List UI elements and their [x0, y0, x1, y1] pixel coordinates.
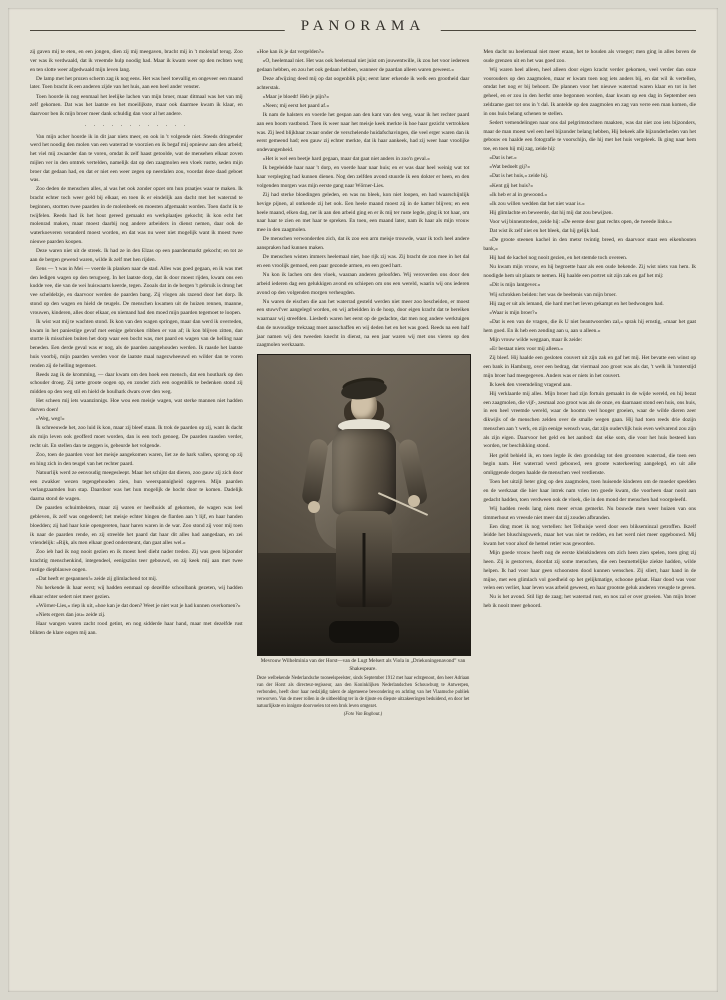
article-columns [30, 48, 696, 978]
paragraph: De menschen verwonderden zich, dat ik zoo een arm meisje trouwde, waar ik toch heel andere aanspraken had kunnen maken. [256, 236, 470, 252]
paragraph: Ik schreeuwde het, zoo luid ik kon, maar zij bleef staan. Ik trok de paarden op zij, want ik dacht als mijn leven ook geofferd moet worden, dan is een toch genoeg. De paarden raasden verder, recht uit. En stellen dan te zeggen is, gebeurde het volgende. [30, 425, 243, 449]
paragraph: »O, heelemaal niet. Het was ook heelemaal niet juist om jouwentwille, ik zou het voor iedereen gedaan hebben, en zou het ook gedaan hebben, wanneer de paardan alleen waren geweest.« [256, 58, 470, 73]
paragraph: Van mijn acher hoorde ik in dit jaar niets meer, en ook in 't volgende niet. Steeds dringender werd het noodig den molen van een waterrad te voorzien en ik begaf mij opnieuw aan den arbeid; het viel mij zwaarder dan te voren, omdat ik zelf haast getoolde, wat de mensehen elkaar zoven mijlen ver in den omtrek vertelden, namelijk dat op den zaagmolen een vloek rustte, seden mijn broer dat gedaan had, en dat er niet een weer zegen op neerdalen zou, voordat deze daad geboet was. [30, 133, 243, 184]
paragraph: Ik keek den vreemdeling vragend aan. [489, 381, 572, 388]
masthead [30, 18, 696, 44]
paragraph: zij gaven mij te eten, en een jongen, dien zij mij meegaven, bracht mij in 't molenlaf terug. Zoo ver was ik verdwaald, dat ik vreemde hulp noodig had. Maar ik kwam weer op den rechten weg en ten slotte weer afgedwaald mijn leven lang. [30, 49, 243, 73]
column-1 [30, 48, 243, 978]
paragraph: Sedert vemendelingen naar ons dal pelgrimstochten maakten, was dat niet zoo iets bijzonders, maar de man moest wel een heel bijzonder belang hebben, Hij bekeek alle bijzonderheden van het gebouw en haalde een fotografie te voorschijn, die hij met het huis vergeleek. Ik ging naar hem toe, en toen hij mij zag, zeide hij: [483, 119, 697, 153]
paragraph: De lamp met het prozen scherm zag ik nog eens. Het was heel toevallig en ongeveer een maand later. Toen bracht ik een anderen zijde van het huis, aan een heel ander venster. [30, 75, 243, 91]
paper-sheet [8, 8, 718, 992]
paragraph: Ik wist wat mij te wachten stond. Ik kon van den wagen springen, maar dan werd ik overreden, kwam in het paniestige gevaf met eenige gebroken ribben er van af; ik kon blijven zitten, dan stortte ik misschien buiten het dorp waar een bocht was, met paard en wagen van de helling naar beneden. Een derde geval was er nog, als de paarden aangehouden werden. Ik raasde het laatste huis voorbij, mijn paarden werden voor de laatste maal nagezwheeuwd en wilder dan te voren renden zij de helling tegemoet. [30, 318, 243, 369]
paragraph: »Ik zou willen wedden dat het niet waar is.« [489, 200, 585, 207]
paragraph: Haar wangen waren zacht rood getint, en nog sidderde haar hand, maar met dezelfde rust blikten de klare oogen mij aan. [30, 621, 243, 637]
paragraph: »Ik heb er al in gewoond.« [489, 191, 548, 198]
paragraph: Zij bleef. Hij haalde een gesloten couvert uit zijn zak en gaf het mij. Het bevatte een winst op een bank in Hamburg, over een bedrag, dat viermaal zoo groot was als dat, 't welk ik 'tonterstijd mijn broer had meegegeven. Anders was er niets in het couvert. [483, 355, 697, 379]
paragraph: Deze waren niet uit de streek. Ik had ze in den Elzas op een paardenmarkt gekocht; en tot ze aan de bergen gewend waren, wilde ik zelf met hen rijden. [30, 248, 243, 263]
section-divider: . . . . . . . . . . . . [84, 121, 189, 128]
figure-left-hand [308, 501, 320, 513]
paragraph: »Maar je bloedt! Heb je pijn?« [262, 93, 329, 100]
paragraph: Het scheen mij iets waanzinnigs. Hoe wou een meisje wagen, wat sterke mannen niet hadden durven doen! [30, 398, 243, 414]
paragraph: Deze afwijzing deed mij op dat oogenblik pijn; eerst later erkende ik welk een grootheid daar achterstak. [256, 76, 470, 91]
caption-credit: (Foto Van Boghout.) [343, 712, 383, 718]
paragraph: »Dat is een van de vragen, die ik U niet beantwoorden zal,« sprak hij ernstig, »maar het gaat hem goed. En ik heb een zending aan u, aan u alleen.« [483, 318, 697, 334]
paragraph: Voor wij binnentreden, zeide hij: »De eerste deur gaat rechts open, de tweede links.« [489, 219, 672, 226]
paragraph: Reeds zag ik de kromming, — daar kwam om den hoek een mensch, dat een houthark op den schouder droeg. Zij zette groote oogen op, en zonder zich een oogenblik te bedenken stond zij midden op den weg stil en hield de houlhark dwars over den weg. [30, 371, 243, 396]
column-1-text [30, 48, 243, 638]
paragraph: Wij schrokken beiden: het was de beeltenis van mijn broer. [489, 291, 617, 298]
paragraph: Zoo deden de menschen alles, al was het ook zonder opzet om hun praatjes waar te maken. Ik bracht echter toch weer geld bij elkaar, en toen ik er eindelijk aan dacht met het waterrad te beginnen, stortten twee paarden in de molenbeek en moesten afgemaakt worden. Toen dacht ik te twijfelen. Reeds had ik het hout gereed gemaakt en werkplaatjes gekocht; ik kon echt het molenrad maken, maar moest daarbij nog andere arbeiders in dienst nemen, daar ook de waterkoeveren veranderd moest worden, en dat was nu weer niet mogelijk want ik moest twee nieuwe paarden koopen. [30, 186, 243, 245]
actress-figure [304, 383, 424, 643]
paragraph: Toen het uitzijl beter ging op den zaagmolen, toen huisende kinderen om de moeder speelden en de werkzaat die hier haar intrek nam vrien ten goede kwam, die voorheen daar nooit aan gedacht hadden, toen verdween ook de vloek, die in den mond der menschen had voorgeleefd. [483, 479, 697, 503]
paragraph: Een ding moet ik nog vertellen: het Telhuisje werd door een blikseminzal getroffen. Ikzelf leidde het bluschingswerk, maar het was niet te redden, en het werd niet meer opgebouwd. Mij kwam het voor alsof de hemel retier was geworden. [483, 523, 697, 548]
paragraph: »Kent gij het huis?« [489, 182, 533, 189]
paragraph: Hij verklaarde mij alles. Mijn broer had zijn fortuin gemaakt in de wijde wereld, en hij bezat een zaagmolen, die vijf-, zesmaal zoo groot was als de onze, en daarnaast stond een huis, ons huis, in een heel vreemde wereld, waar de hoomn veel hooger groeien, waar de wilde dieren zeer dikwijls of de menschen zelden over de smalle wegen gaan. Hij had toen reeds drie dozijn menschen aan 't werk, en zijn eenige wensch was, dat zijn oudervlijk huis even welvarend zou zijn als zijn eigen. Daarvoor het geld en het aanbod: dat elke som, die voor het huis besteed kon worden, ter beschikking stond. [483, 390, 697, 450]
paragraph: »Wat bedoelt gij?« [489, 164, 530, 171]
paragraph: Zoo ieb had ik nog nooit gezien en ik moest heel dieht nader treden. Zij was geen bijzonder krachtig menschenkind, integendeel, eenigszins teer gebouwd, en zij keek mij aan met twee rustige diepblauwe oogen. [30, 549, 243, 573]
figure-boots [329, 621, 399, 643]
paragraph: Nu waren de eischen die aan het waterrad gesteld werden niet meer zoo bescheiden, er moest een stuwvl'ver aangelegd worden, en wij arbeidden in de hoop, door eigen kracht dat te bereiken waarnaar wij streefden. Liesbeth waren het eerst op de gedachte, dat men nog andere werktuigen dan de nuvoudige trekzaag moet aanschaffen en wij deden het en het was goed. Reeds na een half jaar namen wij den tweeden knecht in dienst, na een jaar waren wij met ons vieren op den zaagmolen werkzaam. [256, 298, 470, 349]
paragraph: »Dat is het huis,« zeide hij. [489, 173, 549, 180]
paragraph: »Dat is het.« [489, 155, 517, 162]
paragraph: Hij zag er uit als iemand, die hard met het leven gekampt en het bedwongen had. [489, 300, 664, 307]
paragraph: De menschen wisten immers heelemaal niet, hoe rijk zij was. Zij bracht de zon mee in het dal en een vroolijk gemoed, een paar gezonde armen, en een goed hart. [256, 254, 470, 269]
caption-body: Deze welbekende Nederlandsche tooneelspeelster, sinds September 1912 met haar echtgenoot, den heer Adriaan van der Horst als directeur-regisseur, aan den Koninklijken Nederlandschen Schouwburg te Antwerpen, verbonden, heeft door haar nedzijdig talent de algemeene bewondering en achting van het Vlaamsche publiek verworven. Van de meer rollen in de uitbeelding ter in de tijnste en diepste uitzakeeringen beduidend, en door het natuurlijkste en innigste doorvoelen tot een brok leven omgezet. [256, 676, 470, 710]
paragraph: Wij waren heel alleen, heel alleen door eigen kracht verder gekomen, veel verder dan onze voorouders op den zaagmolen, maar er kwam toen nog iets anders bij, en dat wil ik vertellen, omdat het nog er bij behoort. De plannen voor het nieuwe waterrad waren klaar en tot in het geheel, en er zou in den herfst ome begonnen worden, daar kwam op een dag in September een zeldzame gast tot ons in 't dal. Ik antelde op den zaagmolen en zag van verre een man komen, die in ons huis belang schenen te stellen. [483, 66, 697, 117]
paragraph: Zij had sterke bloedingen geleden, en was nu bleek, kon niet loopen, en had waarschijnlijk hevige pijnen, al ontkende zij het ook. Een heele maand moest zij in de kamer blijven; en een heele maand, elken dag, ner ik aan den arbeid ging en er ik mij ter ruste legde, ging ik tot haar, om naar haar te zien en met haar te spreken. En toen, een maand later, nam ik haar als mijn vrouw mee in den zaagmolen. [256, 192, 470, 234]
column-3-text [483, 48, 696, 611]
paragraph: Ik begeleidde haar naar 't dorp, en voerde haar naar huis; en er was daar heel weinig wat tot haar verpleging had kunnen dienen. Nog den zelfden avond stuurde ik een dokter er heen, en den volgenden morgen was mijn eerste gang naar Wörner-Lies. [256, 165, 470, 189]
paragraph: Ik nam de halsters en voerde het gespan aan den kant van den weg, waar ik het rechter paard aan een boom vastbond. Toen ik weer naar het meisje keek merkte ik hoe haar gezicht vertrokken was. Zij leed blijkbaar zwaar onder de verschelende huidafschavingen, die veel erger waren dan ik eerst gemeend had; een gauw zij echter merkte, dat ik haar aankeek, had zij weer haar vroolijke ondevangenheid. [256, 112, 470, 154]
figure-torso [332, 429, 396, 515]
column-3 [483, 48, 696, 978]
paragraph: »Dit is mijn lantgever.« [489, 282, 541, 289]
paragraph: »Niets ergers dan jou« zeide zij. [36, 612, 106, 619]
column-2 [257, 48, 470, 978]
paragraph: De paarden schuimbekten, maar zij waren er heelhuids af gekomen, de wagen was leel gebleven, ik zelf was ongedeerd; het meisje echter hingen de flarden aan 't lijf, en haar handen bloedden; zij had haar knie opengereten, haar haren waren in de war. Zoo stond zij voor mij toen ik naar de paarden rende, en zij streelde het paard dat haar dit alles had aangedaan, en zei vriendelijk: »Rijk, als men elkaar goed ondersteunt, dan gaat alles wel.« [30, 505, 243, 547]
caption-title: Mevrouw Wilhelminia van der Horst—van de Lugt Melsert als Viola in „Driekoningenavond” van Shakespeare. [260, 658, 466, 672]
paragraph: Nu is het avond. Stil ligt de zaag; het waterrad rust, en nos zal er over groeien. Van mijn broer heb ik nooit meer gehoord. [483, 594, 697, 610]
paragraph: Hij glimlachte en beweerde, dat hij mij dat zou bewijzen. [489, 210, 613, 217]
column-2-text [257, 48, 470, 719]
magazine-title: PANORAMA [285, 18, 441, 35]
paragraph: Nu herkende ik haar eerst; wij hadden eenmaal op dezelfde schoolbank gezeten, wij hadden elkaar echter sedert niet meer gezien. [30, 585, 243, 600]
paragraph: Mijn goede vrouw heeft nog de eerste kleinkinderen om zich heen zien spelen, toen ging zij heen. Zij is gestorven, doordat zij some menschen, die een besmettelijke ziekte hadden, wilde helpen. Ik had voor haar geen schoonsten dood kunnen wenschen. Zij sliert, haar hand in de mijne, met een glimlach vol goedheid op het gelijkmatige, schoone gelaat. Haar dood was voor velen een verliet, haar leven was arbeid geweest, en haar grootste geluk anderen vreugde te geven. [483, 550, 697, 592]
paragraph: Nu kon ik lachen om den vloek, waaraan anderen geloofden. Wij veroverden ons door den arbeid iederen dag een gelukkigen avond en schiepen om ons een wereld, waarin wij ons iederen avond op den volgenden morgen verheugden. [256, 272, 470, 296]
paragraph: »Het is wel een beetje hard gegaan, maar dat gaat niet anders in zoo'n geval.« [262, 156, 430, 163]
paragraph: »Wörner-Lies,« riep ik uit, »hoe kan je dat doen? Weet je niet wat je had kunnen overkomen?« [36, 603, 241, 610]
paragraph: Dat wist ik zelf niet en het bleek, dat hij gelijk had. [489, 228, 600, 235]
paragraph: Het geld behield ik, en toen legde ik den grondslag tot den grootsten waterrad, die toen een begin nam. Het waterrad werd gebouwd, een groote waterkeering aangelegd, en uit alle omliggende dorpen haalde de menschen veel verdienste. [483, 452, 697, 477]
paragraph: »Er bestaat niets voor mij alleen.« [489, 345, 563, 352]
paragraph: »Weg, weg!« [36, 416, 65, 423]
paragraph: »Neen; mij eerst het paard af.« [262, 103, 330, 110]
paragraph: Toen hoorde ik nog eenmaal het leelijke lachen van mijn broer, maar ditmaal was het van mij zelf gekomen. Dat was het laatste en het moeilijkste, maar ook daarmee kwam ik klaar, en daarvoor ben ik mijn broer meer dank schuldig dan voor al het andere. [30, 93, 243, 118]
paragraph: »Waar is mijn broer?« [489, 309, 538, 316]
figure-leg-split [363, 533, 366, 607]
paragraph: Eens — 't was in Mei — voerde ik planken naar de stad. Alles was goed gegaan, en ik was met den ledigen wagen op den terugweg. In het laatste dorp, dat ik door moest rijden, kwam ons een kudde vee, die van de wei huiswaarts keerde, tegen. Zooals dat in de bergen 't gebruik is drong het vee scheldelzje, en daarvoor werden de paarden bang. Zij vlogen als razend door het dorp. Ik stond op den wagen en hield de teugels. De menschen kwamen uit de huizen rennen, maanne, vrouwen, kinderen, alles door elkaar, en niemand had den moed mijn paarden tegemoet te loopen. [30, 265, 243, 316]
paragraph: »Dat heeft er gespannen!« zeide zij glimlachend tot mij. [36, 576, 158, 583]
paragraph: Mijn vrouw wilde weggaan, maar ik zeide: [489, 336, 583, 343]
paragraph: »Hoe kan ik je dat vergelden?« [256, 49, 324, 55]
portrait-photo [257, 354, 472, 656]
paragraph: Zoo, toen de paarden voor het meisje aangekomen waren, liet ze de hark vallen, sprong op zij en hing zich in den teugel van het rechter paard. [30, 452, 243, 467]
paragraph: Natuurlijk werd ze eenvoudig meegesleept. Maar het schijnt dat dieren, zoo gauw zij zich door een zwakker wezen tegengehouden zien, hun weerspannigheid opgeven. Mijn paarden verlangzaamden hun stap. Daardoor was het hun mogelijk de hocht door te komen. Dadelijk daarna stond de wagen. [30, 469, 243, 503]
paragraph: Wij hadden reeds lang niets meer ervan gemerkt. Nu bouwde men weer huizen van ons timmerhout en vreesde niet meer dat zij zouden afbranden. [483, 505, 697, 521]
figure-portrait [257, 354, 470, 719]
paragraph: Hij had de kachel nog nooit gezien, en het stemde toch overeen. [489, 255, 628, 262]
paragraph: Nu kwam mijn vrouw, en hij begroette haar als een oude bekende. Zij wist niets van hem. Ik noodigde hem uit plaats te nemen. Hij haalde een portret uit zijn zak en gaf het mij: [483, 264, 697, 280]
paragraph: Men dacht nu heelemaal niet meer eraan, het te houden als vroeger; men ging in alles boven de oude grenzen uit en het was goed zoo. [483, 49, 697, 64]
paragraph: »De groote steenen kachel in den metsr twintig breed, en daarvoor staat een eikenhouten bank,« [483, 237, 697, 253]
figure-caption [257, 658, 470, 719]
